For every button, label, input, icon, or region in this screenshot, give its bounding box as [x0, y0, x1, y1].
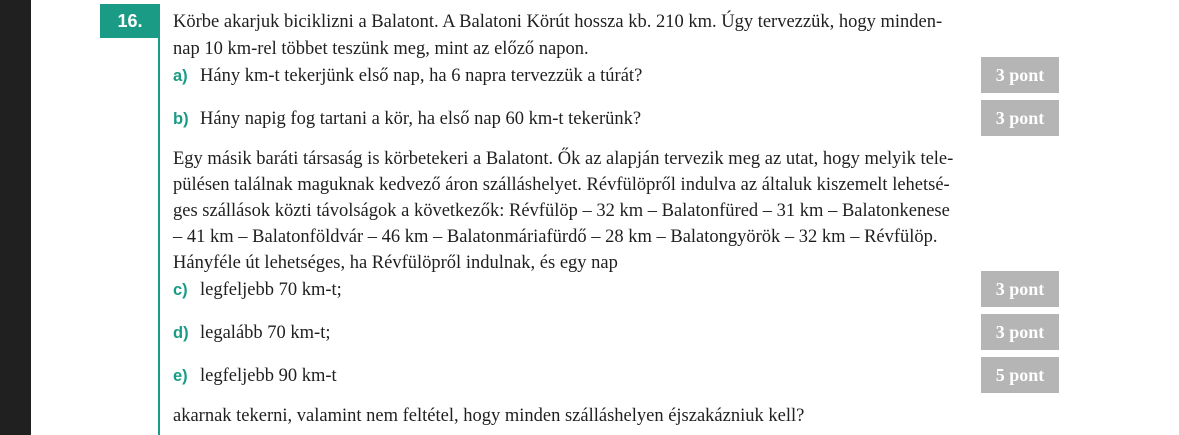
paragraph-line: ges szállások közti távolságok a következők: Révfülöp – 32 km – Balatonfüred – 31 km – Balatonkenese: [173, 201, 950, 221]
part-a-points-badge: 3 pont: [981, 57, 1059, 93]
part-a-text: Hány km-t tekerjünk első nap, ha 6 napra tervezzük a túrát?: [200, 66, 643, 86]
part-d-points-badge: 3 pont: [981, 314, 1059, 350]
part-e: [173, 363, 337, 389]
part-d-text: legalább 70 km-t;: [200, 323, 331, 343]
paragraph-line: Egy másik baráti társaság is körbetekeri a Balatont. Ők az alapján tervezik meg az utat, hogy melyik tele-: [173, 149, 954, 169]
part-a: [173, 63, 642, 89]
paragraph-line: Hányféle út lehetséges, ha Révfülöpről indulnak, és egy nap: [173, 253, 618, 273]
part-a-label: a): [173, 67, 188, 85]
part-c-label: c): [173, 281, 188, 299]
paragraph-line: – 41 km – Balatonföldvár – 46 km – Balatonmáriafürdő – 28 km – Balatongyörök – 32 km – Révfülöp.: [173, 227, 938, 247]
part-c-text: legfeljebb 70 km-t;: [200, 280, 342, 300]
part-b-text: Hány napig fog tartani a kör, ha első nap 60 km-t tekerünk?: [200, 109, 642, 129]
intro-line: nap 10 km-rel többet teszünk meg, mint az előző napon.: [173, 39, 589, 59]
part-d: [173, 320, 331, 346]
part-e-label: e): [173, 367, 188, 385]
part-c: [173, 277, 342, 303]
part-b-points-badge: 3 pont: [981, 100, 1059, 136]
problem-margin-line: [158, 38, 160, 435]
part-c-points-badge: 3 pont: [981, 271, 1059, 307]
part-e-text: legfeljebb 90 km-t: [200, 366, 337, 386]
closing-line: akarnak tekerni, valamint nem feltétel, hogy minden szálláshelyen éjszakázniuk kell?: [173, 406, 805, 426]
part-e-points-badge: 5 pont: [981, 357, 1059, 393]
intro-line: Körbe akarjuk biciklizni a Balatont. A Balatoni Körút hossza kb. 210 km. Úgy tervezzük, hogy minden-: [173, 12, 943, 32]
part-b-label: b): [173, 110, 189, 128]
paragraph-line: pülésen találnak maguknak kedvező áron szálláshelyet. Révfülöpről indulva az általuk kiszemelt lehetsé-: [173, 175, 950, 195]
part-d-label: d): [173, 324, 189, 342]
part-b: [173, 106, 641, 132]
problem-number-badge: 16.: [100, 4, 160, 38]
